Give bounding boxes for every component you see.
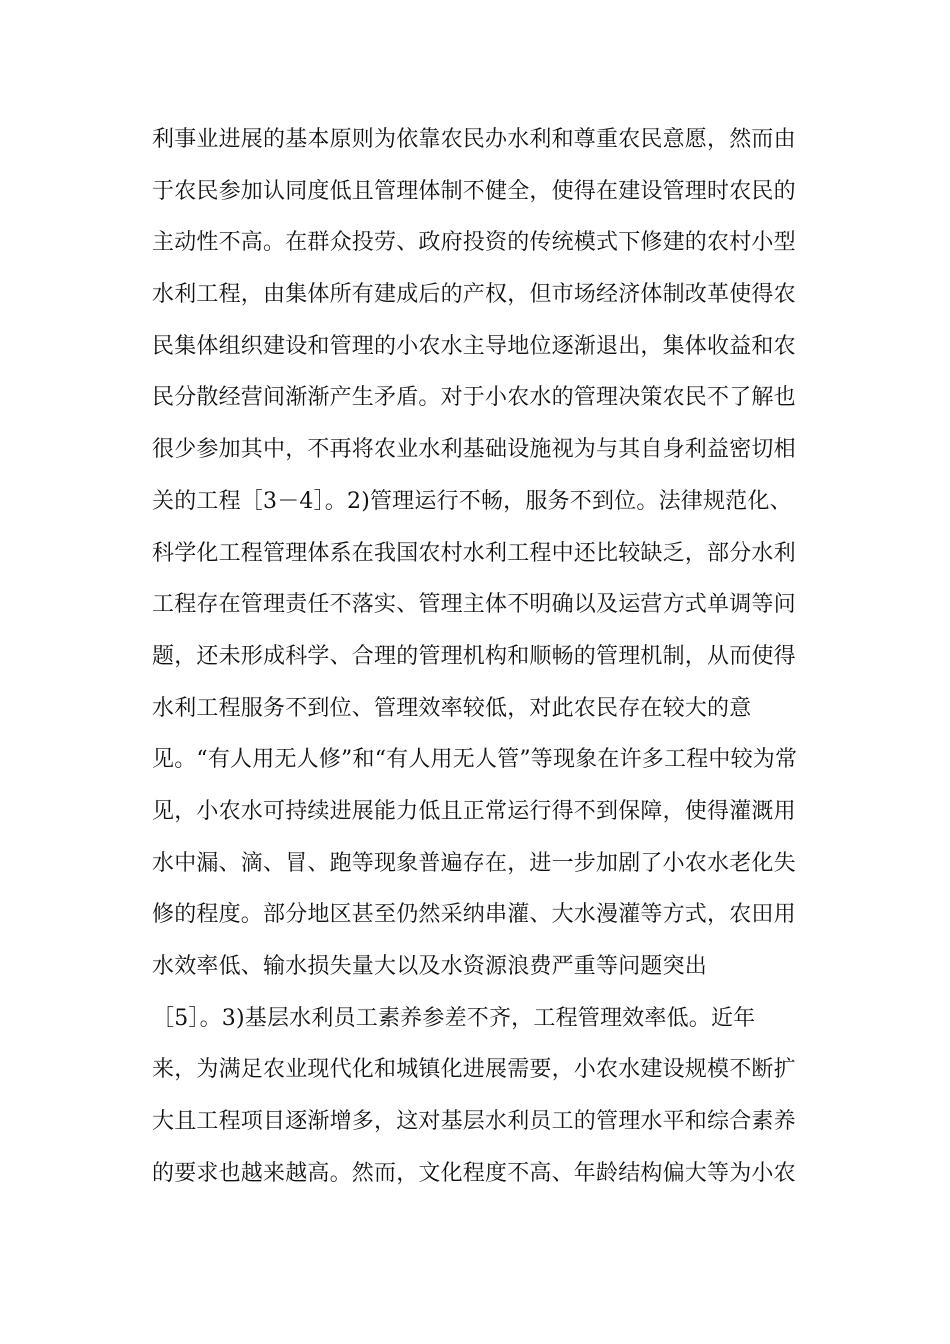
text-line: 见。“有人用无人修”和“有人用无人管”等现象在许多工程中较为常 bbox=[152, 747, 798, 773]
text-line: 利事业进展的基本原则为依靠农民办水利和尊重农民意愿，然而由 bbox=[152, 127, 796, 152]
text-line: 水中漏、滴、冒、跑等现象普遍存在，进一步加剧了小农水老化失 bbox=[152, 850, 796, 876]
text-line: 修的程度。部分地区甚至仍然采纳串灌、大水漫灌等方式，农田用 bbox=[152, 902, 796, 928]
text-line: 民集体组织建设和管理的小农水主导地位逐渐退出，集体收益和农 bbox=[152, 333, 796, 359]
text-line: ［5］。3)基层水利员工素养参差不齐，工程管理效率低。近年 bbox=[152, 1005, 756, 1031]
body-text bbox=[152, 114, 812, 1199]
text-line: 工程存在管理责任不落实、管理主体不明确以及运营方式单调等问 bbox=[152, 592, 796, 618]
text-line: 见，小农水可持续进展能力低且正常运行得不到保障，使得灌溉用 bbox=[152, 798, 796, 824]
text-line: 民分散经营间渐渐产生矛盾。对于小农水的管理决策农民不了解也 bbox=[152, 385, 796, 411]
text-line: 科学化工程管理体系在我国农村水利工程中还比较缺乏，部分水利 bbox=[152, 540, 796, 566]
text-line: 来，为满足农业现代化和城镇化进展需要，小农水建设规模不断扩 bbox=[152, 1057, 796, 1083]
text-line: 题，还未形成科学、合理的管理机构和顺畅的管理机制，从而使得 bbox=[152, 643, 796, 669]
text-line: 大且工程项目逐渐增多，这对基层水利员工的管理水平和综合素养 bbox=[152, 1109, 796, 1135]
text-line: 的要求也越来越高。然而，文化程度不高、年龄结构偏大等为小农 bbox=[152, 1160, 796, 1186]
text-line: 水利工程，由集体所有建成后的产权，但市场经济体制改革使得农 bbox=[152, 282, 796, 308]
text-line: 关的工程［3－4］。2)管理运行不畅，服务不到位。法律规范化、 bbox=[152, 488, 792, 514]
text-line: 水利工程服务不到位、管理效率较低，对此农民存在较大的意 bbox=[152, 695, 752, 721]
text-line: 水效率低、输水损失量大以及水资源浪费严重等问题突出 bbox=[152, 954, 708, 979]
text-line: 于农民参加认同度低且管理体制不健全，使得在建设管理时农民的 bbox=[152, 178, 796, 204]
text-line: 很少参加其中，不再将农业水利基础设施视为与其自身利益密切相 bbox=[152, 437, 796, 463]
text-line: 主动性不高。在群众投劳、政府投资的传统模式下修建的农村小型 bbox=[152, 230, 796, 256]
